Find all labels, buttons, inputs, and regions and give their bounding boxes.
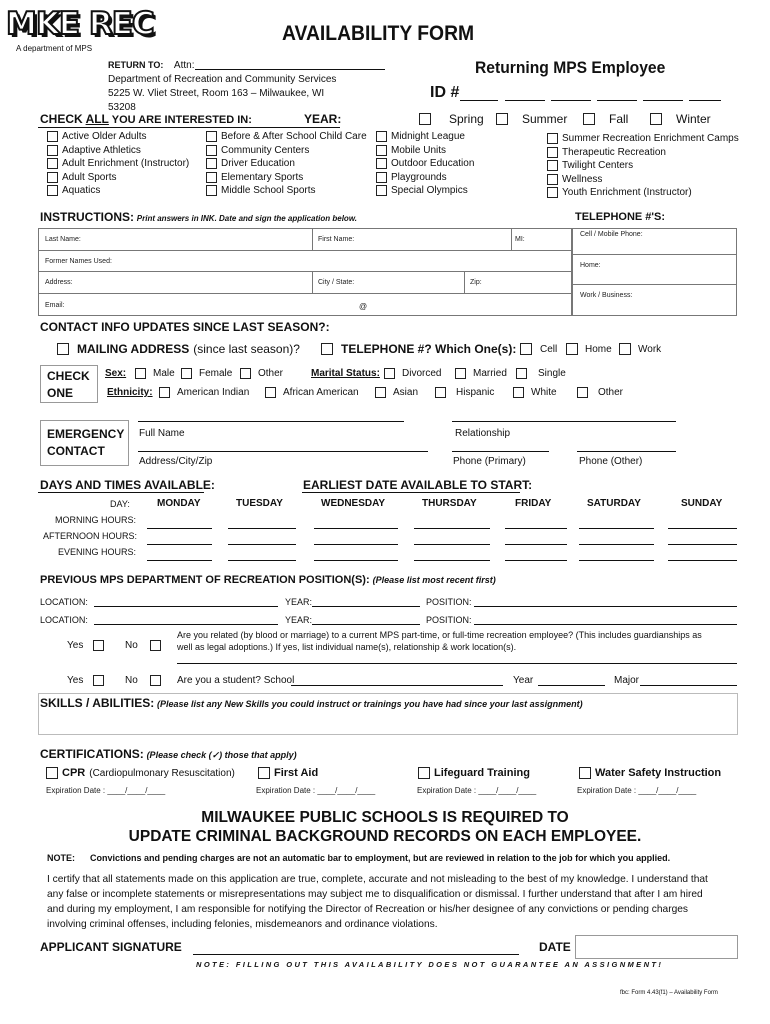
checkbox[interactable]: [547, 133, 558, 144]
last-name-field[interactable]: Last Name:: [45, 236, 81, 243]
water-safety-checkbox[interactable]: [579, 767, 591, 779]
former-names-field[interactable]: Former Names Used:: [45, 258, 112, 265]
logo-subtitle: A department of MPS: [16, 44, 93, 53]
logo-text: MKE REC: [6, 6, 154, 42]
prev-location-1[interactable]: [94, 606, 278, 607]
mailing-address-checkbox[interactable]: [57, 343, 69, 355]
earliest-date-label: EARLIEST DATE AVAILABLE TO START:: [303, 478, 533, 492]
major-field[interactable]: [640, 685, 737, 686]
checkbox[interactable]: [47, 185, 58, 196]
mps-notice: MILWAUKEE PUBLIC SCHOOLS IS REQUIRED TO UPDATE CRIMINAL BACKGROUND RECORDS ON EACH EMPLOYEE.: [128, 809, 642, 845]
hours-field[interactable]: [228, 528, 296, 529]
first-name-field[interactable]: First Name:: [318, 236, 355, 243]
emergency-phone-primary-field[interactable]: [452, 451, 549, 452]
hours-field[interactable]: [314, 544, 398, 545]
related-yes-checkbox[interactable]: [93, 640, 104, 651]
attn-label: Attn:: [173, 60, 195, 71]
year-label: YEAR:: [304, 112, 342, 126]
signature-label: APPLICANT SIGNATURE: [40, 940, 182, 954]
personal-info-box: [38, 228, 572, 316]
city-state-field[interactable]: City / State:: [318, 279, 355, 286]
telephone-update-checkbox[interactable]: [321, 343, 333, 355]
hours-field[interactable]: [147, 560, 212, 561]
contact-updates-title: CONTACT INFO UPDATES SINCE LAST SEASON?:: [40, 320, 330, 334]
hours-field[interactable]: [505, 528, 567, 529]
related-no-checkbox[interactable]: [150, 640, 161, 651]
check-all-header: CHECK ALL YOU ARE INTERESTED IN:: [40, 112, 252, 126]
home-checkbox[interactable]: [566, 343, 578, 355]
interests-col4: Summer Recreation Enrichment Camps Therapeutic Recreation Twilight Centers Wellness Youth Enrichment (Instructor): [547, 132, 739, 200]
first-aid-expiration[interactable]: Expiration Date : ____/____/____: [256, 786, 376, 795]
attn-field[interactable]: [195, 69, 385, 70]
hours-field[interactable]: [668, 528, 737, 529]
hours-field[interactable]: [147, 544, 212, 545]
male-checkbox[interactable]: [135, 368, 146, 379]
prev-position-1[interactable]: [474, 606, 737, 607]
married-checkbox[interactable]: [455, 368, 466, 379]
hours-field[interactable]: [579, 544, 654, 545]
id-field-5[interactable]: [643, 100, 683, 101]
skills-title: SKILLS / ABILITIES: (Please list any New Skills you could instruct or trainings you have had since your last assignment): [40, 696, 583, 710]
checkbox[interactable]: [47, 158, 58, 169]
email-field[interactable]: Email:: [45, 302, 65, 309]
day-tuesday: TUESDAY: [236, 498, 283, 509]
lifeguard-expiration[interactable]: Expiration Date : ____/____/____: [417, 786, 537, 795]
checkbox[interactable]: [650, 113, 662, 125]
returning-employee: Returning MPS Employee: [475, 58, 666, 77]
prev-year-1[interactable]: [312, 606, 420, 607]
date-label: DATE: [539, 940, 571, 954]
zip-field[interactable]: Zip:: [470, 279, 482, 286]
instructions: INSTRUCTIONS: Print answers in INK. Date and sign the application below.: [40, 210, 357, 224]
season-spring[interactable]: Spring: [419, 112, 484, 126]
previous-positions-title: PREVIOUS MPS DEPARTMENT OF RECREATION POSITION(S): (Please list most recent first): [40, 574, 496, 586]
checkbox[interactable]: [206, 185, 217, 196]
other-ethnicity-checkbox[interactable]: [577, 387, 588, 398]
id-field-3[interactable]: [551, 100, 591, 101]
related-question: Are you related (by blood or marriage) to a current MPS part-time, or full-time recreation employee? (This includes guardianships as well as legal adoptions.) If yes, list individual name(s), relationship & work location(s).: [177, 630, 702, 652]
home-phone-field[interactable]: Home:: [580, 262, 601, 269]
id-field-4[interactable]: [597, 100, 637, 101]
day-wednesday: WEDNESDAY: [321, 498, 386, 509]
day-sunday: SUNDAY: [681, 498, 723, 509]
water-safety-expiration[interactable]: Expiration Date : ____/____/____: [577, 786, 697, 795]
checkbox[interactable]: [583, 113, 595, 125]
date-field[interactable]: [575, 935, 738, 959]
checkbox[interactable]: [376, 185, 387, 196]
other-sex-checkbox[interactable]: [240, 368, 251, 379]
checkbox[interactable]: [547, 187, 558, 198]
return-line2: 5225 W. Vliet Street, Room 163 – Milwaukee, WI: [108, 88, 325, 99]
emergency-address-field[interactable]: [138, 451, 428, 452]
id-field-1[interactable]: [460, 100, 498, 101]
hours-field[interactable]: [228, 560, 296, 561]
return-block: [108, 58, 336, 115]
prev-year-2[interactable]: [312, 624, 420, 625]
id-label: ID #: [430, 84, 460, 101]
hours-field[interactable]: [505, 544, 567, 545]
marital-status-label: Marital Status:: [311, 368, 380, 379]
school-field[interactable]: [291, 685, 503, 686]
id-field-6[interactable]: [689, 100, 721, 101]
hispanic-checkbox[interactable]: [435, 387, 446, 398]
african-american-checkbox[interactable]: [265, 387, 276, 398]
day-friday: FRIDAY: [515, 498, 552, 509]
white-checkbox[interactable]: [513, 387, 524, 398]
checkbox[interactable]: [376, 158, 387, 169]
certifications-title: CERTIFICATIONS: (Please check (✓) those that apply): [40, 747, 297, 761]
hours-field[interactable]: [228, 544, 296, 545]
checkbox[interactable]: [206, 131, 217, 142]
hours-field[interactable]: [414, 560, 490, 561]
return-line1: Department of Recreation and Community Services: [108, 74, 337, 85]
american-indian-checkbox[interactable]: [159, 387, 170, 398]
day-saturday: SATURDAY: [587, 498, 641, 509]
interests-col2: Before & After School Child Care Community Centers Driver Education Elementary Sports Middle School Sports: [206, 130, 367, 198]
checkbox[interactable]: [376, 172, 387, 183]
id-field-2[interactable]: [505, 100, 545, 101]
note-label: NOTE:: [47, 853, 75, 863]
prev-position-2[interactable]: [474, 624, 737, 625]
first-aid-checkbox[interactable]: [258, 767, 270, 779]
hours-field[interactable]: [414, 528, 490, 529]
days-times-title: DAYS AND TIMES AVAILABLE:: [40, 478, 215, 492]
student-no-checkbox[interactable]: [150, 675, 161, 686]
checkbox[interactable]: [547, 147, 558, 158]
checkbox[interactable]: [206, 158, 217, 169]
day-monday: MONDAY: [157, 498, 201, 509]
interests-col3: Midnight League Mobile Units Outdoor Education Playgrounds Special Olympics: [376, 130, 474, 198]
cpr-checkbox[interactable]: [46, 767, 58, 779]
logo: [6, 6, 154, 58]
checkbox[interactable]: [547, 174, 558, 185]
emergency-phone-other-field[interactable]: [577, 451, 676, 452]
emergency-relationship-field[interactable]: [452, 421, 676, 422]
hours-field[interactable]: [668, 560, 737, 561]
hours-field[interactable]: [579, 560, 654, 561]
checkbox[interactable]: [496, 113, 508, 125]
footer-note: NOTE: FILLING OUT THIS AVAILABILITY DOES NOT GUARANTEE AN ASSIGNMENT!: [196, 960, 664, 969]
hours-field[interactable]: [314, 528, 398, 529]
student-year-field[interactable]: [538, 685, 605, 686]
female-checkbox[interactable]: [181, 368, 192, 379]
telephone-header: TELEPHONE #'S:: [575, 211, 666, 223]
ethnicity-label: Ethnicity:: [107, 387, 153, 398]
interests-col1: Active Older Adults Adaptive Athletics Adult Enrichment (Instructor) Adult Sports Aquatics: [47, 130, 189, 198]
hours-field[interactable]: [579, 528, 654, 529]
asian-checkbox[interactable]: [375, 387, 386, 398]
hours-field[interactable]: [414, 544, 490, 545]
checkbox[interactable]: [47, 145, 58, 156]
emergency-name-field[interactable]: [138, 421, 404, 422]
return-line3: 53208: [108, 102, 136, 113]
work-checkbox[interactable]: [619, 343, 631, 355]
season-summer[interactable]: Summer: [496, 112, 567, 126]
email-at: @: [359, 302, 368, 311]
checkbox[interactable]: [376, 131, 387, 142]
return-label: RETURN TO:: [108, 60, 164, 70]
hours-field[interactable]: [314, 560, 398, 561]
certification-statement: I certify that all statements made on this application are true, complete, accurate and not misleading to the best of my knowledge. I understand that any false or incomplete statements or misrepresentations may subject me to disqualification or dismissal. I further understand that after I am hired and during my employment, I am responsible for notifying the Director of Recreation or his/her designee of any convictions or pending charges involving criminal offenses, including felonies, misdemeanors and ordinance violations.: [47, 874, 708, 930]
lifeguard-checkbox[interactable]: [418, 767, 430, 779]
cpr-expiration[interactable]: Expiration Date : ____/____/____: [46, 786, 166, 795]
note-text: Convictions and pending charges are not an automatic bar to employment, but are reviewed in relation to the job for which you applied.: [90, 853, 671, 863]
checkbox[interactable]: [376, 145, 387, 156]
telephone-box: [572, 228, 737, 316]
checkbox[interactable]: [206, 172, 217, 183]
related-details-field[interactable]: [177, 663, 737, 664]
sex-label: Sex:: [105, 368, 127, 379]
student-yes-checkbox[interactable]: [93, 675, 104, 686]
work-phone-field[interactable]: Work / Business:: [580, 292, 633, 299]
mi-field[interactable]: MI:: [515, 236, 525, 243]
day-thursday: THURSDAY: [422, 498, 477, 509]
address-field[interactable]: Address:: [45, 279, 73, 286]
hours-field[interactable]: [147, 528, 212, 529]
hours-field[interactable]: [668, 544, 737, 545]
single-checkbox[interactable]: [516, 368, 527, 379]
form-id: fbc: Form 4.43(f1) – Availability Form: [620, 990, 718, 996]
season-winter[interactable]: Winter: [650, 112, 711, 126]
cell-phone-field[interactable]: Cell / Mobile Phone:: [580, 231, 643, 238]
checkbox[interactable]: [47, 131, 58, 142]
hours-field[interactable]: [505, 560, 567, 561]
prev-location-2[interactable]: [94, 624, 278, 625]
signature-field[interactable]: [193, 954, 519, 955]
checkbox[interactable]: [419, 113, 431, 125]
checkbox[interactable]: [47, 172, 58, 183]
season-fall[interactable]: Fall: [583, 112, 628, 126]
checkbox[interactable]: [206, 145, 217, 156]
divorced-checkbox[interactable]: [384, 368, 395, 379]
form-title: AVAILABILITY FORM: [282, 22, 475, 45]
cell-checkbox[interactable]: [520, 343, 532, 355]
checkbox[interactable]: [547, 160, 558, 171]
